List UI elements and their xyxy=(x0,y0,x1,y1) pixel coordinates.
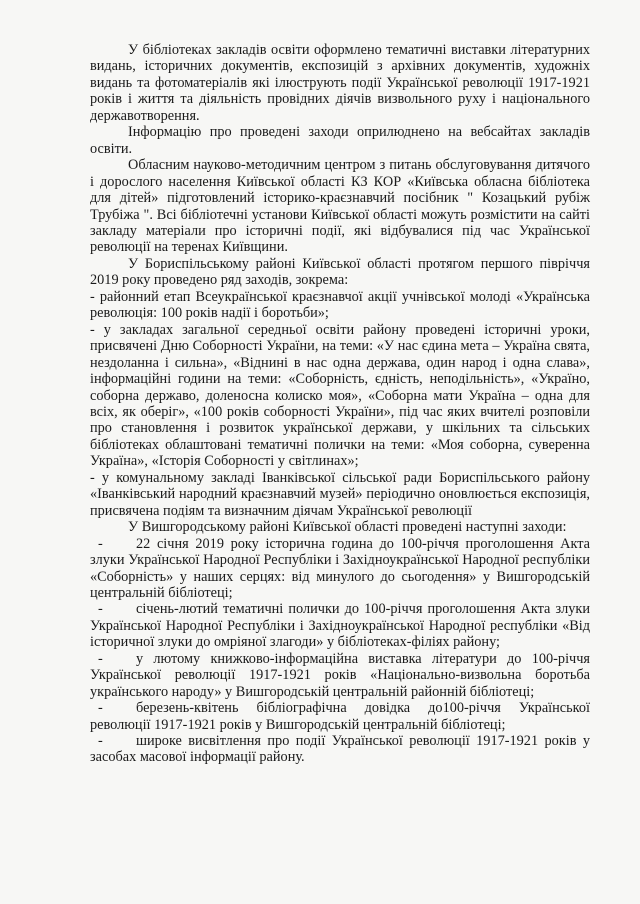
list-item-vyshhorod-5 xyxy=(90,733,590,766)
paragraph-boryspil-intro: У Бориспільському районі Київської області протягом першого півріччя 2019 року проведено ряд заходів, зокрема: xyxy=(90,255,590,289)
list-dash-marker: - xyxy=(98,700,103,717)
paragraph-website-info: Інформацію про проведені заходи оприлюднено на вебсайтах закладів освіти. xyxy=(90,124,590,157)
list-item-text: 22 січня 2019 року історична година до 100-річчя проголошення Акта злуки Української Народної Республіки і Західноукраїнської Народної республіки «Соборність» у наших серцях: від минулого до сьогодення» у Вишгородській центральній бібліотеці; xyxy=(90,535,590,601)
list-item-vyshhorod-1 xyxy=(90,536,590,602)
list-item-boryspil-lessons: - у закладах загальної середньої освіти району проведені історичні уроки, присвячені Дню Соборності України, на теми: «У нас єдина мета – Україна свята, нездоланна і сильна», «Віднині в нас одна держава, один народ і одна слава», інформаційні години на теми: «Соборність, єдність, неподільність», «Україно, соборна державо, доленосна колиско моя», «Соборна мати Україна – одна для всіх, як оберіг», «100 років соборності України», під час яких вчителі розповіли про становлення і розвиток української держави, у шкільних та сільських бібліотеках облаштовані тематичні полички на теми: «Моя соборна, суверенна Україна», «Історія Соборності у світлинах»; xyxy=(90,321,590,470)
list-dash-marker: - xyxy=(98,650,103,667)
list-dash-marker: - xyxy=(98,733,103,750)
list-dash-marker: - xyxy=(98,535,103,552)
document-body xyxy=(90,42,590,766)
paragraph-vyshhorod-intro: У Вишгородському районі Київської області проведені наступні заходи: xyxy=(128,519,567,536)
list-item-text: широке висвітлення про події Української революції 1917-1921 років у засобах масової інформації району. xyxy=(90,733,590,766)
list-item-vyshhorod-2 xyxy=(90,601,590,650)
list-item-vyshhorod-3 xyxy=(90,651,590,700)
list-item-boryspil-museum: - у комунальному закладі Іванківської сільської ради Бориспільського району «Іванківський народний краєзнавчий музей» періодично оновлюється експозиція, присвячена подіям та визначним діячам Української революції xyxy=(90,469,590,519)
list-item-text: березень-квітень бібліографічна довідка до100-річчя Української революції 1917-1921 років у Вишгородській центральній бібліотеці; xyxy=(90,700,590,733)
list-item-text: січень-лютий тематичні полички до 100-річчя проголошення Акта злуки Української Народної Республіки і Західноукраїнської Народної республіки «Від історичної злуки до омріяної злагоди» у бібліотеках-філіях району; xyxy=(90,601,590,651)
paragraph-library-exhibitions: У бібліотеках закладів освіти оформлено тематичні виставки літературних видань, історичних документів, експозицій з архівних документів, художніх видань та фотоматеріалів які ілюструють події Української революції 1917-1921 років і життя та діяльність провідних діячів визвольного руху і національного державотворення. xyxy=(90,42,590,124)
list-item-text: у лютому книжково-інформаційна виставка літератури до 100-річчя Української революції 1917-1921 років «Національно-визвольна боротьба українського народу» у Вишгородській центральній районній бібліотеці; xyxy=(90,650,590,700)
list-dash-marker: - xyxy=(98,601,103,618)
list-item-boryspil-contest: - районний етап Всеукраїнської краєзнавчої акції учнівської молоді «Українська революція: 100 років надії і боротьби»; xyxy=(90,288,590,322)
list-item-vyshhorod-4 xyxy=(90,700,590,733)
paragraph-regional-center: Обласним науково-методичним центром з питань обслуговування дитячого і дорослого населення Київської області КЗ КОР «Київська обласна бібліотека для дітей» підготовлений історико-краєзнавчий посібник " Козацький рубіж Трубіжа ". Всі бібліотечні установи Київської області можуть розмістити на сайті закладу матеріали про історичні події, які відбувалися під час Української революції на теренах Київщини. xyxy=(90,157,590,256)
